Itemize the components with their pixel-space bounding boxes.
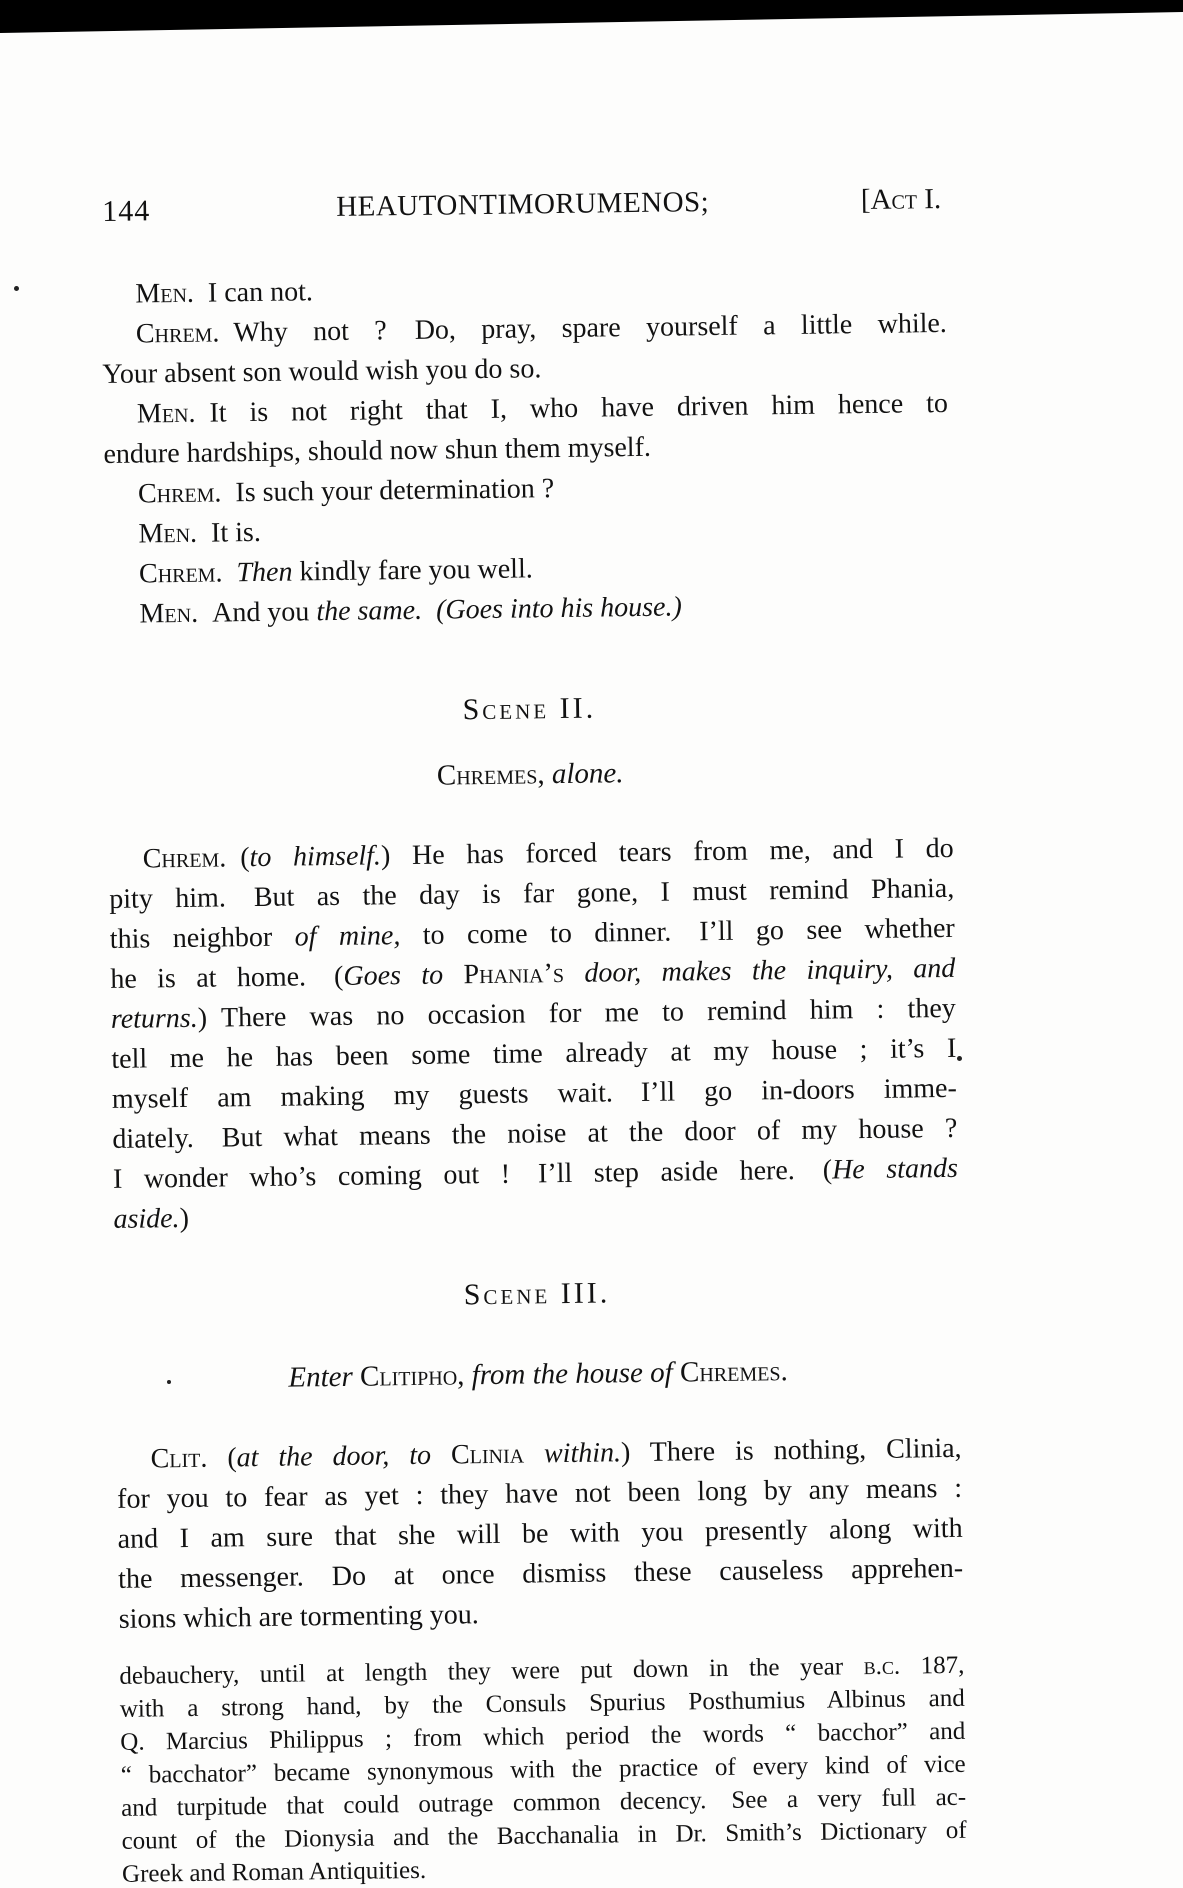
running-title: HEAUTONTIMORUMENOS; (335, 186, 710, 223)
dialogue-line: Chrem. Then kindly fare you well. (138, 553, 533, 590)
dialogue-line: Men. It is. (138, 516, 262, 550)
dialogue-line: Men. I can not. (135, 276, 314, 310)
page-content (100, 179, 967, 1888)
scene2-heading: Scene II. (462, 691, 597, 727)
footnote-line: count of the Dionysia and the Bacchanalia in Dr. Smith’s Dictionary of (121, 1816, 967, 1855)
speech-line: sions which are tormenting you. (118, 1599, 479, 1635)
scan-speck (14, 286, 19, 291)
footnote-line: with a strong hand, by the Consuls Spurius Posthumius Albinus and (119, 1684, 965, 1723)
scene3-stage-direction: Enter Clitipho, from the house of Chremes. (288, 1355, 788, 1394)
dialogue-line: endure hardships, should now shun them myself. (103, 431, 652, 470)
monologue-line: I wonder who’s coming out ! I’ll step aside here. (He stands (112, 1152, 959, 1195)
scan-edge-artifact (0, 0, 1183, 36)
monologue-line: returns.) There was no occasion for me to remind him : they (110, 992, 956, 1035)
monologue-line: Chrem. (to himself.) He has forced tears from me, and I do (142, 832, 954, 875)
speech-line: Clit. (at the door, to Clinia within.) There is nothing, Clinia, (150, 1432, 962, 1475)
footnote-line: “ bacchator” became synonymous with the practice of every kind of vice (120, 1750, 966, 1789)
page-number: 144 (102, 194, 151, 228)
page-header (100, 179, 945, 230)
scene3-heading: Scene III. (463, 1276, 611, 1312)
monologue-line: he is at home. (Goes to Phania’s door, makes the inquiry, and (110, 952, 956, 995)
scene2-monologue (109, 829, 959, 1240)
scene3-speech (116, 1429, 964, 1640)
scene1-dialogue (101, 264, 951, 635)
scan-speck (957, 1056, 962, 1061)
monologue-line: aside.) (113, 1202, 190, 1235)
footnote-line: Greek and Roman Antiquities. (121, 1856, 427, 1888)
dialogue-line: Chrem. Is such your determination ? (137, 473, 555, 510)
footnote-line: Q. Marcius Philippus ; from which period the words “ bacchor” and (120, 1717, 966, 1756)
dialogue-line: Chrem. Why not ? Do, pray, spare yourself a little while. (135, 307, 948, 350)
footnote-line: debauchery, until at length they were put down in the year b.c. 187, (119, 1651, 965, 1690)
dialogue-line: Men. It is not right that I, who have driven him hence to (136, 387, 949, 430)
monologue-line: diately. But what means the noise at the door of my house ? (112, 1112, 958, 1155)
speech-line: and I am sure that she will be with you presently along with (117, 1512, 963, 1555)
footnote-line: and turpitude that could outrage common decency. See a very full ac- (121, 1783, 967, 1822)
dialogue-line: Your absent son would wish you do so. (102, 353, 542, 390)
monologue-line: tell me he has been some time already at my house ; it’s I (111, 1032, 957, 1075)
monologue-line: pity him. But as the day is far gone, I must remind Phania, (109, 872, 955, 915)
act-label: [Act I. (860, 182, 942, 217)
monologue-line: this neighbor of mine, to come to dinner. I’ll go see whether (109, 912, 955, 955)
footnote-block (119, 1649, 967, 1888)
dialogue-line: Men. And you the same. (Goes into his house.) (139, 591, 683, 630)
speech-line: the messenger. Do at once dismiss these causeless apprehen- (117, 1552, 964, 1595)
speech-line: for you to fear as yet : they have not been long by any means : (116, 1472, 963, 1515)
monologue-line: myself am making my guests wait. I’ll go in-doors imme- (111, 1072, 958, 1115)
scene2-cast: Chremes, alone. (436, 757, 624, 792)
